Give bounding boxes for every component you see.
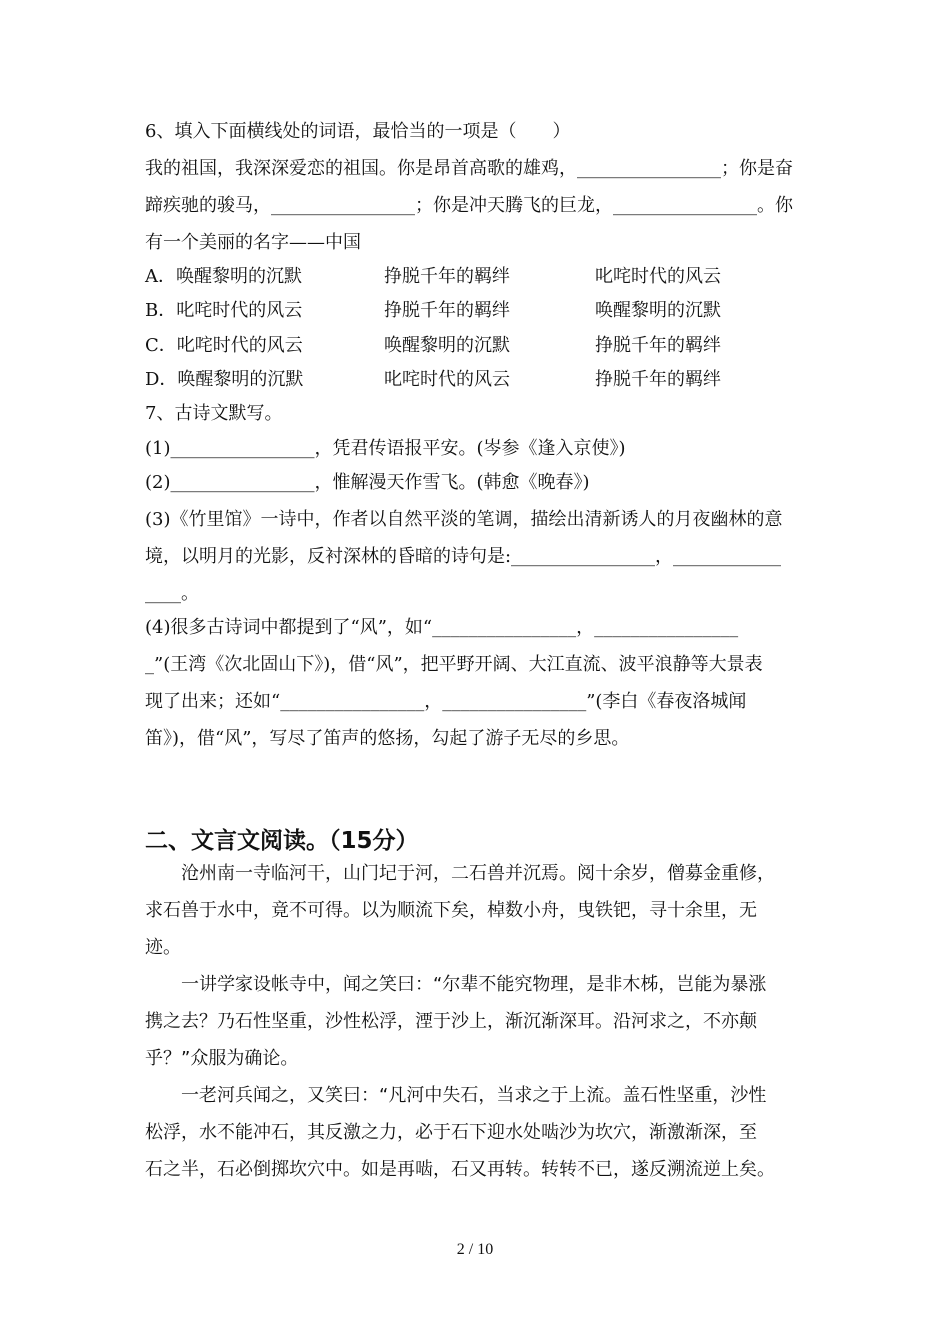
q6-option-a-col2: 挣脱千年的羁绊 bbox=[384, 266, 510, 287]
q6-option-b-col1: B．叱咤时代的风云 bbox=[145, 300, 303, 321]
q7-item-4-line-2: _”(王湾《次北固山下》)，借“风”，把平野开阔、大江直流、波平浪静等大景表 bbox=[145, 654, 763, 675]
q7-item-3-line-1: (3)《竹里馆》一诗中，作者以自然平淡的笔调，描绘出清新诱人的月夜幽林的意 bbox=[145, 509, 783, 530]
q6-passage-line-2: 蹄疾驰的骏马，________________；你是冲天腾飞的巨龙，________________。你 bbox=[145, 195, 793, 216]
passage-line: 乎？”众服为确论。 bbox=[145, 1048, 299, 1069]
q6-option-c-col2: 唤醒黎明的沉默 bbox=[384, 335, 510, 356]
q7-item-3-line-3: ____。 bbox=[145, 583, 199, 604]
q6-option-c-col3: 挣脱千年的羁绊 bbox=[595, 335, 721, 356]
q7-item-3-line-2: 境，以明月的光影，反衬深林的昏暗的诗句是:________________，____________ bbox=[145, 546, 782, 567]
q7-item-1: (1)________________，凭君传语报平安。(岑参《逢入京使》) bbox=[145, 438, 626, 459]
q6-option-d-col3: 挣脱千年的羁绊 bbox=[595, 369, 721, 390]
q6-option-d-col2: 叱咤时代的风云 bbox=[384, 369, 510, 390]
q7-item-4-line-4: 笛》)，借“风”，写尽了笛声的悠扬，勾起了游子无尽的乡思。 bbox=[145, 728, 630, 749]
q6-option-a-col3: 叱咤时代的风云 bbox=[595, 266, 721, 287]
q6-option-b-col3: 唤醒黎明的沉默 bbox=[595, 300, 721, 321]
passage-line: 携之去？乃石性坚重，沙性松浮，湮于沙上，渐沉渐深耳。沿河求之，不亦颠 bbox=[145, 1011, 757, 1032]
q6-passage-line-3: 有一个美丽的名字——中国 bbox=[145, 232, 361, 253]
q7-item-4-line-1: (4)很多古诗词中都提到了“风”，如“________________，________________ bbox=[145, 617, 739, 638]
q7-item-4-line-3: 现了出来；还如“________________，________________”(李白《春夜洛城闻 bbox=[145, 691, 747, 712]
q7-item-2: (2)________________，惟解漫天作雪飞。(韩愈《晚春》) bbox=[145, 472, 590, 493]
passage-line: 石之半，石必倒掷坎穴中。如是再啮，石又再转。转转不已，遂反溯流逆上矣。 bbox=[145, 1159, 775, 1180]
section-heading: 二、文言文阅读。（15分） bbox=[145, 828, 419, 854]
q6-option-d-col1: D．唤醒黎明的沉默 bbox=[145, 369, 304, 390]
q7-stem: 7、古诗文默写。 bbox=[145, 403, 283, 424]
passage-line: 迹。 bbox=[145, 937, 181, 958]
passage-line: 一讲学家设帐寺中，闻之笑曰：“尔辈不能究物理，是非木柹，岂能为暴涨 bbox=[145, 974, 767, 995]
q6-passage-line-1: 我的祖国，我深深爱恋的祖国。你是昂首高歌的雄鸡，________________；你是奋 bbox=[145, 158, 793, 179]
passage-line: 沧州南一寺临河干，山门圮于河，二石兽并沉焉。阅十余岁，僧募金重修， bbox=[145, 863, 775, 884]
passage-line: 求石兽于水中，竟不可得。以为顺流下矣，棹数小舟，曳铁钯，寻十余里，无 bbox=[145, 900, 757, 921]
page-number: 2 / 10 bbox=[456, 1241, 494, 1258]
passage-line: 松浮，水不能冲石，其反激之力，必于石下迎水处啮沙为坎穴，渐激渐深，至 bbox=[145, 1122, 757, 1143]
q6-option-b-col2: 挣脱千年的羁绊 bbox=[384, 300, 510, 321]
q6-stem: 6、填入下面横线处的词语，最恰当的一项是（ ） bbox=[145, 121, 571, 142]
passage-line: 一老河兵闻之，又笑曰：“凡河中失石，当求之于上流。盖石性坚重，沙性 bbox=[145, 1085, 767, 1106]
q6-option-a-col1: A．唤醒黎明的沉默 bbox=[145, 266, 302, 287]
q6-option-c-col1: C．叱咤时代的风云 bbox=[145, 335, 303, 356]
